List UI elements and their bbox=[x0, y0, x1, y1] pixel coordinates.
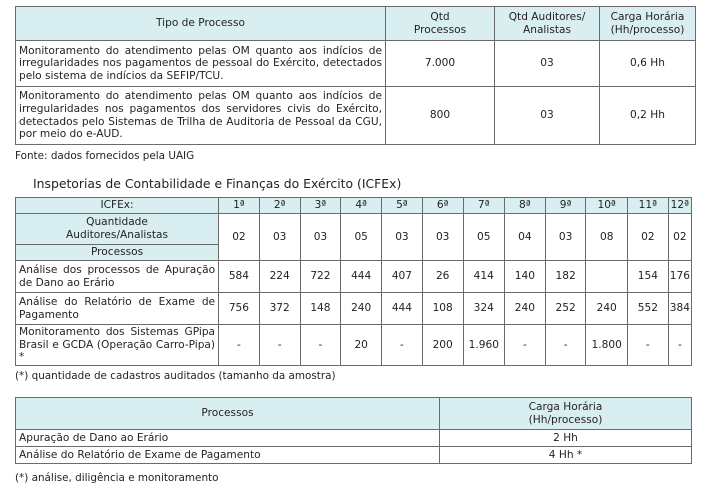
header-carga: Carga Horária (Hh/processo) bbox=[600, 7, 696, 41]
column-header: 5ª bbox=[382, 198, 423, 214]
cell-value: 200 bbox=[422, 325, 463, 366]
cell-value: 1.800 bbox=[586, 325, 627, 366]
qty-value: 03 bbox=[259, 214, 300, 261]
auditors-qty: 03 bbox=[495, 41, 600, 87]
section-title: Inspetorias de Contabilidade e Finanças do Exército (ICFEx) bbox=[33, 176, 402, 191]
process-type: Monitoramento do atendimento pelas OM quanto aos indícios de irregularidades nos pagamentos dos servidores civis do Exército, detectados pelo Sistemas de Trilha de Auditoria de Pessoal da CGU, por meio do e-AUD. bbox=[16, 87, 386, 145]
column-header: 9ª bbox=[545, 198, 586, 214]
table-row bbox=[16, 41, 696, 87]
cell-value: 444 bbox=[341, 261, 382, 293]
qty-value: 02 bbox=[627, 214, 668, 261]
cell-value bbox=[586, 261, 627, 293]
column-header: 10ª bbox=[586, 198, 627, 214]
column-header: 7ª bbox=[463, 198, 504, 214]
qty-value: 04 bbox=[504, 214, 545, 261]
workload: 2 Hh bbox=[440, 430, 692, 447]
cell-value: - bbox=[504, 325, 545, 366]
qty-value: 08 bbox=[586, 214, 627, 261]
qty-value: 05 bbox=[463, 214, 504, 261]
cell-value: - bbox=[668, 325, 691, 366]
header-tipo: Tipo de Processo bbox=[16, 7, 386, 41]
cell-value: 140 bbox=[504, 261, 545, 293]
cell-value: 154 bbox=[627, 261, 668, 293]
qty-value: 03 bbox=[422, 214, 463, 261]
column-header: 2ª bbox=[259, 198, 300, 214]
column-header: 4ª bbox=[341, 198, 382, 214]
cell-value: 252 bbox=[545, 293, 586, 325]
processos-label: Processos bbox=[16, 245, 219, 261]
qty-label: Quantidade Auditores/Analistas bbox=[16, 214, 219, 245]
cell-value: 240 bbox=[586, 293, 627, 325]
qty-value: 03 bbox=[382, 214, 423, 261]
table-row bbox=[16, 325, 692, 366]
column-header: 6ª bbox=[422, 198, 463, 214]
analysis-note: (*) análise, diligência e monitoramento bbox=[15, 472, 219, 484]
row-label: Análise do Relatório de Exame de Pagamento bbox=[16, 293, 219, 325]
sample-note: (*) quantidade de cadastros auditados (tamanho da amostra) bbox=[15, 370, 336, 382]
icfex-table bbox=[15, 197, 692, 366]
table-row bbox=[16, 87, 696, 145]
cell-value: 414 bbox=[463, 261, 504, 293]
cell-value: 224 bbox=[259, 261, 300, 293]
cell-value: - bbox=[219, 325, 260, 366]
process-name: Análise do Relatório de Exame de Pagamento bbox=[16, 447, 440, 464]
cell-value: 240 bbox=[341, 293, 382, 325]
column-header: 11ª bbox=[627, 198, 668, 214]
qty-value: 03 bbox=[545, 214, 586, 261]
corner-label: ICFEx: bbox=[16, 198, 219, 214]
table-row bbox=[16, 293, 692, 325]
qty-value: 02 bbox=[219, 214, 260, 261]
cell-value: 26 bbox=[422, 261, 463, 293]
cell-value: 407 bbox=[382, 261, 423, 293]
qty-value: 02 bbox=[668, 214, 691, 261]
column-header: 1ª bbox=[219, 198, 260, 214]
row-label: Monitoramento dos Sistemas GPipa Brasil e GCDA (Operação Carro-Pipa) * bbox=[16, 325, 219, 366]
workload: 0,2 Hh bbox=[600, 87, 696, 145]
cell-value: - bbox=[545, 325, 586, 366]
table-row bbox=[16, 261, 692, 293]
column-header: 12ª bbox=[668, 198, 691, 214]
cell-value: 552 bbox=[627, 293, 668, 325]
process-qty: 800 bbox=[386, 87, 495, 145]
process-type: Monitoramento do atendimento pelas OM quanto aos indícios de irregularidades nos pagamentos de pessoal do Exército, detectados pelo sistema de indícios da SEFIP/TCU. bbox=[16, 41, 386, 87]
cell-value: 384 bbox=[668, 293, 691, 325]
process-name: Apuração de Dano ao Erário bbox=[16, 430, 440, 447]
table-row bbox=[16, 430, 692, 447]
table-row bbox=[16, 447, 692, 464]
auditors-qty: 03 bbox=[495, 87, 600, 145]
source-note: Fonte: dados fornecidos pela UAIG bbox=[15, 150, 195, 162]
workload: 0,6 Hh bbox=[600, 41, 696, 87]
column-header: 8ª bbox=[504, 198, 545, 214]
workload-table bbox=[15, 397, 692, 464]
cell-value: 108 bbox=[422, 293, 463, 325]
cell-value: 444 bbox=[382, 293, 423, 325]
cell-value: 20 bbox=[341, 325, 382, 366]
header-processos: Processos bbox=[16, 398, 440, 430]
cell-value: 148 bbox=[300, 293, 341, 325]
cell-value: 1.960 bbox=[463, 325, 504, 366]
cell-value: 176 bbox=[668, 261, 691, 293]
header-carga-horaria: Carga Horária (Hh/processo) bbox=[440, 398, 692, 430]
cell-value: 722 bbox=[300, 261, 341, 293]
header-qtd-auditores: Qtd Auditores/ Analistas bbox=[495, 7, 600, 41]
cell-value: 756 bbox=[219, 293, 260, 325]
cell-value: 584 bbox=[219, 261, 260, 293]
cell-value: - bbox=[627, 325, 668, 366]
cell-value: - bbox=[300, 325, 341, 366]
cell-value: - bbox=[259, 325, 300, 366]
cell-value: 324 bbox=[463, 293, 504, 325]
header-qtd-processos: Qtd Processos bbox=[386, 7, 495, 41]
process-qty: 7.000 bbox=[386, 41, 495, 87]
qty-value: 03 bbox=[300, 214, 341, 261]
workload: 4 Hh * bbox=[440, 447, 692, 464]
cell-value: - bbox=[382, 325, 423, 366]
column-header: 3ª bbox=[300, 198, 341, 214]
qty-value: 05 bbox=[341, 214, 382, 261]
cell-value: 182 bbox=[545, 261, 586, 293]
cell-value: 372 bbox=[259, 293, 300, 325]
cell-value: 240 bbox=[504, 293, 545, 325]
row-label: Análise dos processos de Apuração de Dano ao Erário bbox=[16, 261, 219, 293]
process-table bbox=[15, 6, 696, 145]
qty-row bbox=[16, 214, 692, 245]
